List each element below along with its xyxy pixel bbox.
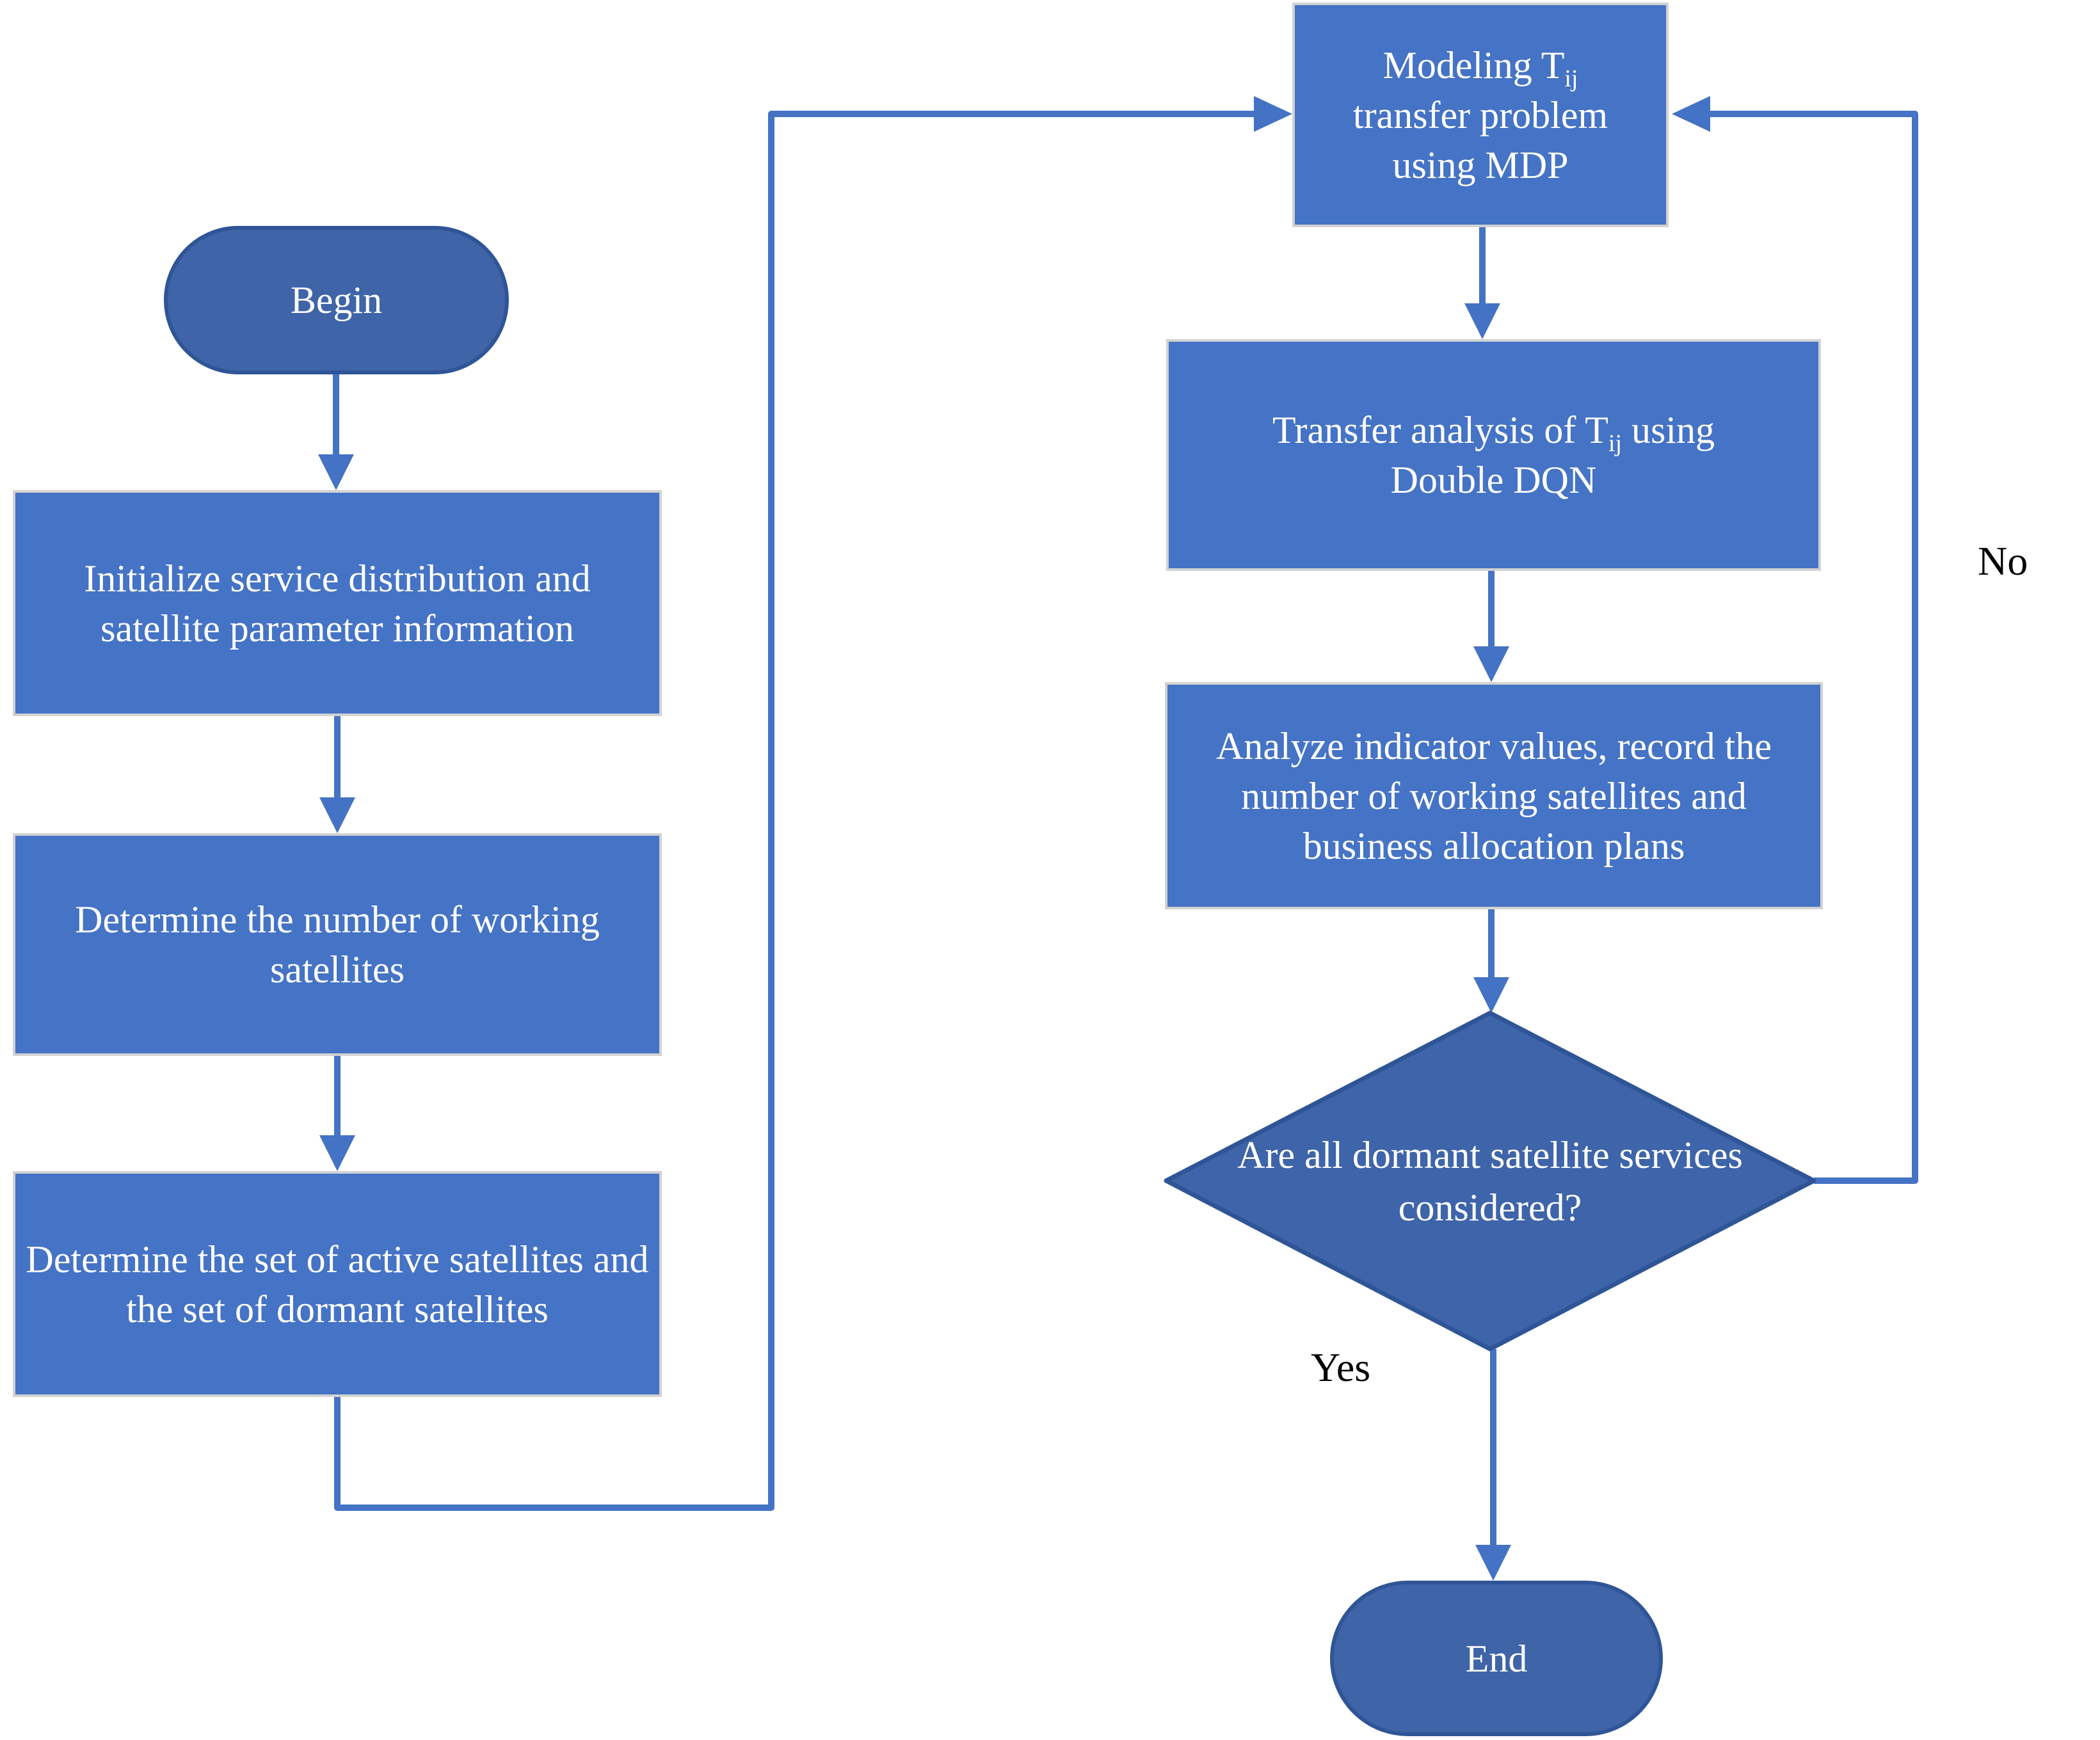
init-label: Initialize service distribution and satellite parameter information	[84, 557, 591, 650]
arrow-transfer-to-analyze-icon	[1473, 571, 1509, 682]
transfer-subscript: ij	[1608, 430, 1623, 457]
init-process-box	[13, 490, 662, 716]
dormant-services-decision-label: Are all dormant satellite services considered?	[1237, 1133, 1743, 1229]
analyze-indicators-process-box	[1165, 682, 1823, 909]
end-terminal	[1330, 1581, 1663, 1736]
modeling-line1: Modeling T	[1383, 44, 1565, 86]
modeling-mdp-process-box	[1292, 3, 1669, 227]
arrow-modeling-to-transfer-icon	[1464, 227, 1500, 339]
yes-label: Yes	[1311, 1345, 1371, 1390]
arrow-init-to-working-icon	[319, 716, 355, 833]
end-label: End	[1465, 1637, 1528, 1680]
working-count-label: Determine the number of working satellites	[75, 898, 600, 991]
transfer-line1-post: using	[1622, 409, 1715, 451]
transfer-dqn-label	[1272, 405, 1715, 505]
satellite-sets-process-box	[13, 1171, 662, 1397]
no-label: No	[1978, 538, 2028, 584]
arrow-decision-to-end-icon	[1475, 1349, 1511, 1581]
working-count-process-box	[13, 833, 662, 1056]
transfer-line2: Double DQN	[1390, 459, 1597, 501]
analyze-indicators-label: Analyze indicator values, record the number of working satellites and business allocation plans	[1216, 724, 1772, 867]
begin-terminal	[164, 226, 509, 374]
modeling-subscript: ij	[1564, 65, 1578, 92]
arrow-begin-to-init-icon	[318, 374, 354, 490]
satellite-sets-label: Determine the set of active satellites and the set of dormant satellites	[26, 1238, 649, 1330]
arrow-working-to-sets-icon	[319, 1056, 355, 1171]
transfer-line1: Transfer analysis of T	[1272, 409, 1608, 451]
modeling-line2: transfer problem	[1352, 93, 1608, 136]
modeling-mdp-label	[1353, 40, 1608, 190]
modeling-line3: using MDP	[1392, 143, 1569, 186]
arrow-analyze-to-decision-icon	[1473, 909, 1509, 1013]
begin-label: Begin	[290, 279, 383, 321]
transfer-dqn-process-box	[1166, 339, 1821, 571]
